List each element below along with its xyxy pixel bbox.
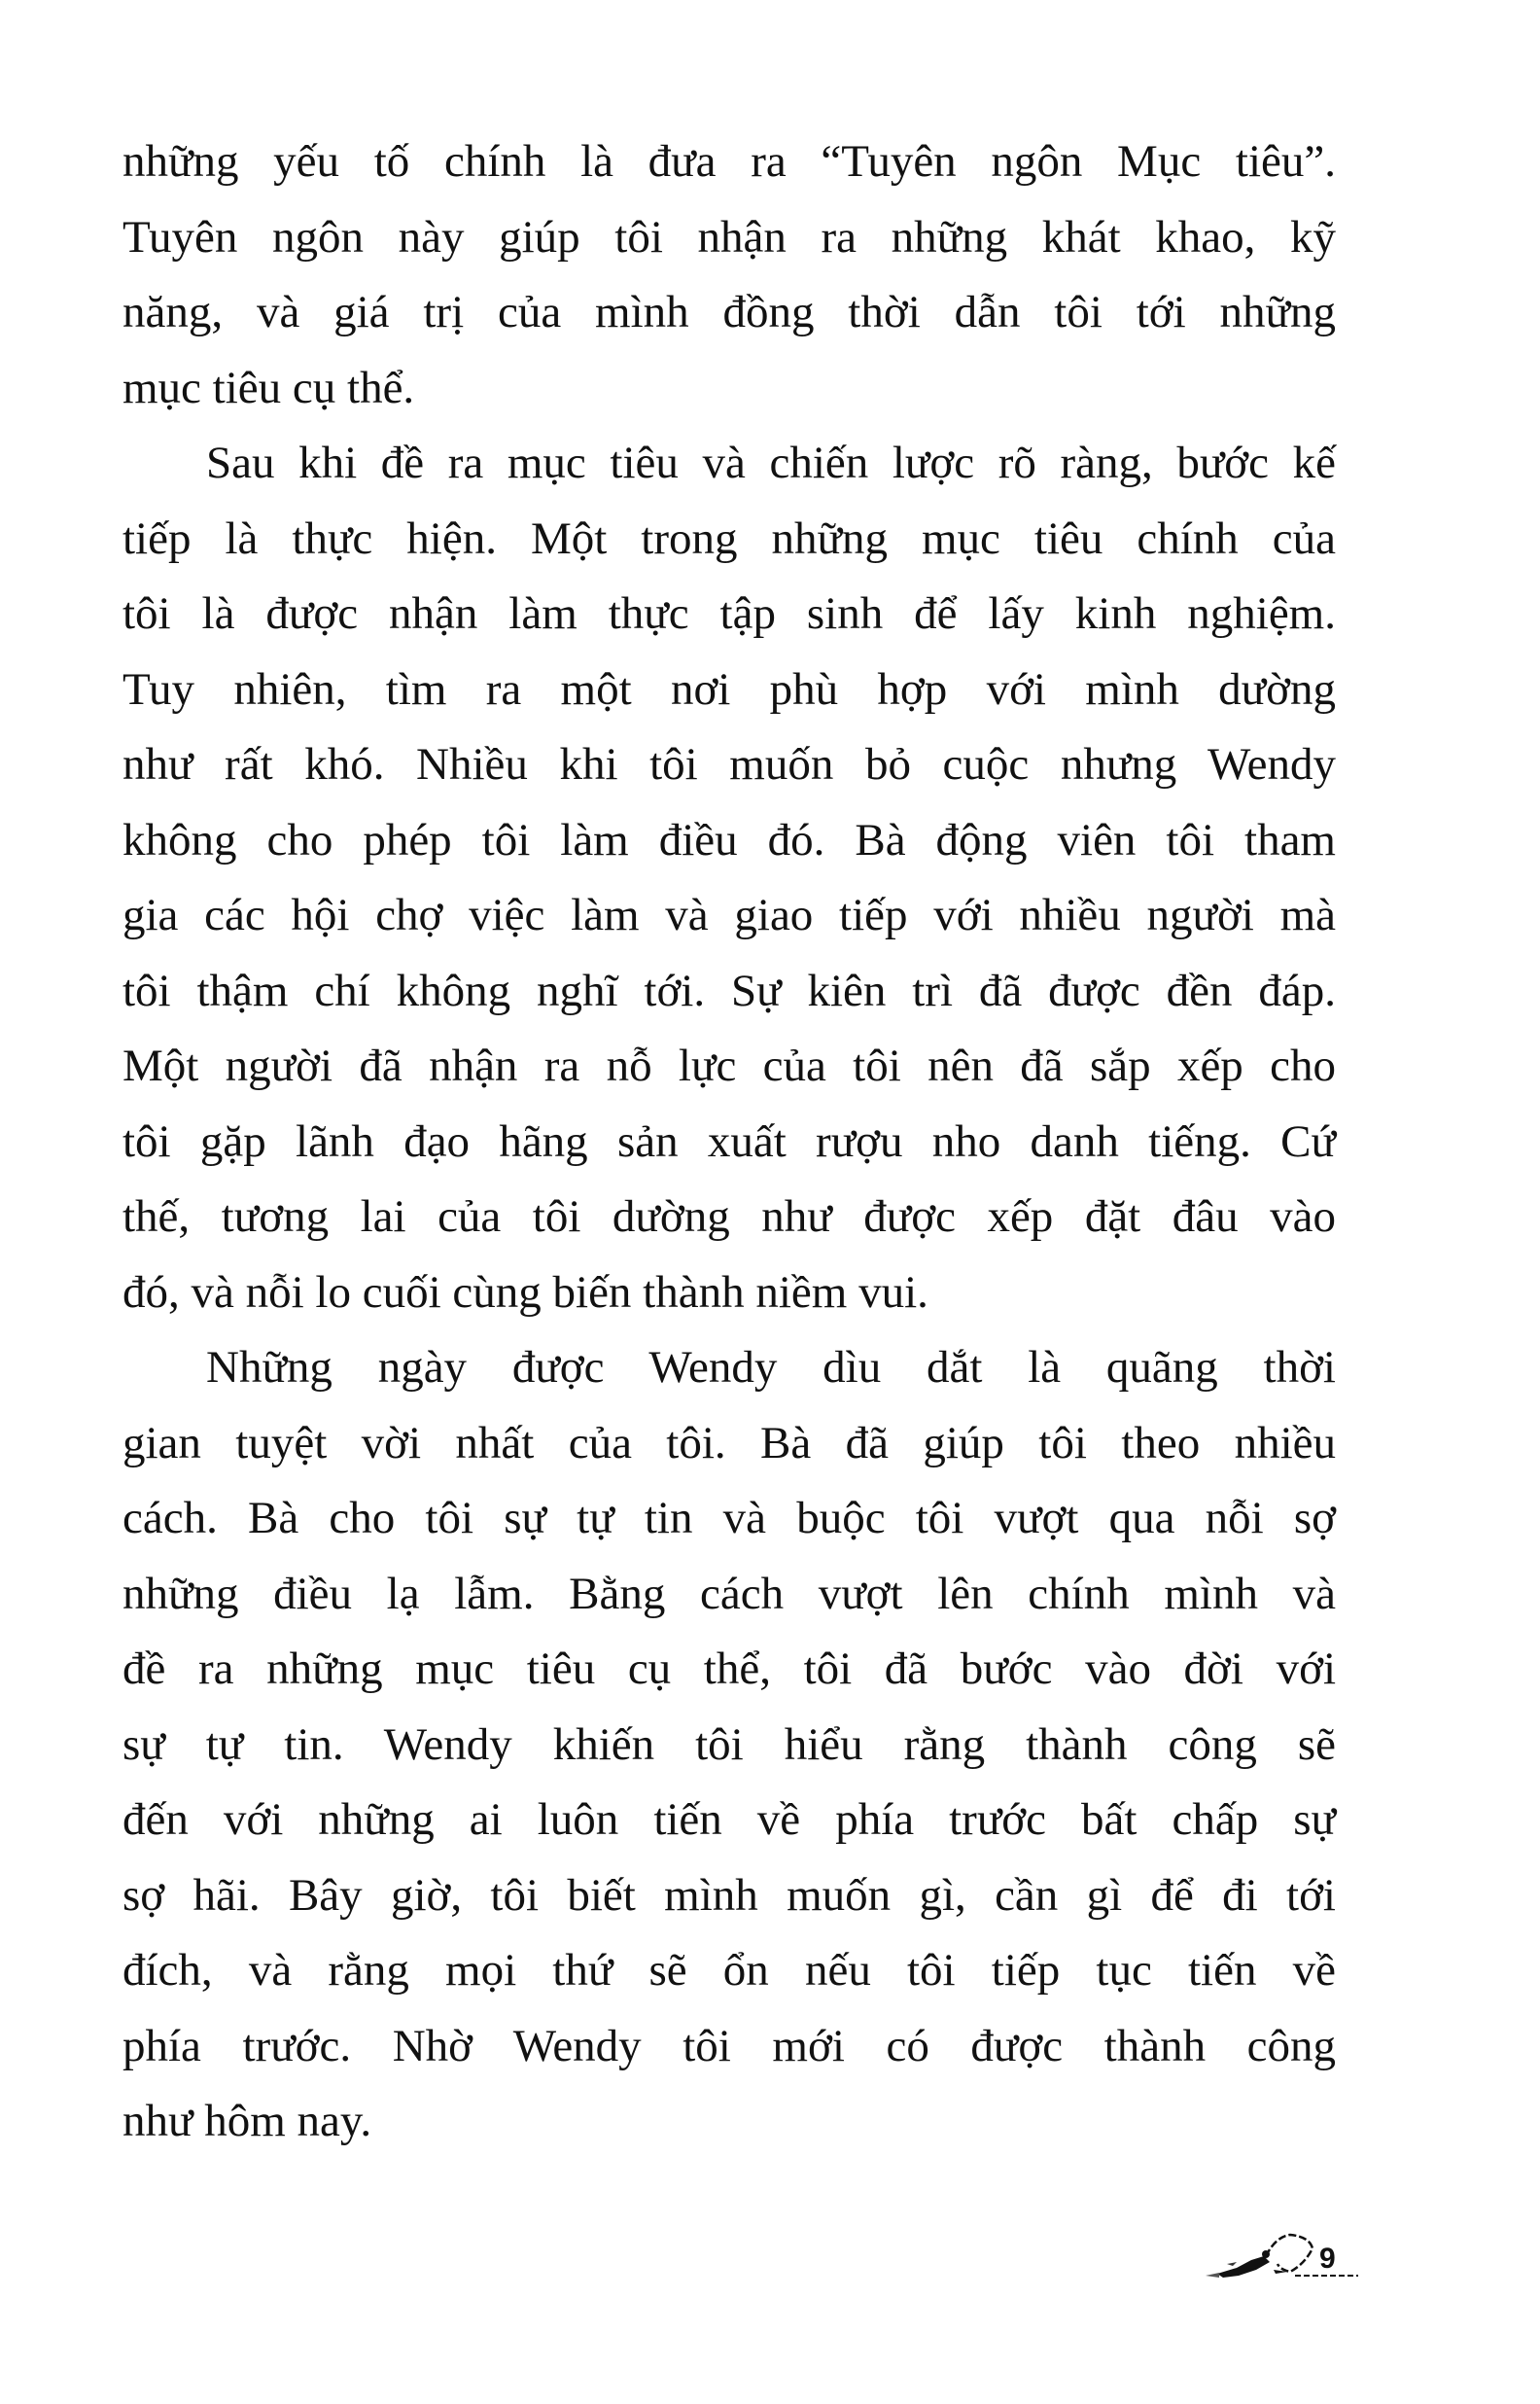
paragraph-1 <box>122 124 1336 426</box>
paragraph-2 <box>122 426 1336 1330</box>
text-line: đề ra những mục tiêu cụ thể, tôi đã bước vào đời với <box>122 1644 1336 1694</box>
text-line: những yếu tố chính là đưa ra “Tuyên ngôn Mục tiêu”. <box>122 136 1336 187</box>
text-line: cách. Bà cho tôi sự tự tin và buộc tôi vượt qua nỗi sợ <box>122 1493 1336 1543</box>
text-line: Những ngày được Wendy dìu dắt là quãng thời <box>206 1342 1336 1393</box>
text-line: tôi là được nhận làm thực tập sinh để lấy kinh nghiệm. <box>122 588 1336 639</box>
text-line: như rất khó. Nhiều khi tôi muốn bỏ cuộc nhưng Wendy <box>122 739 1336 790</box>
text-line: đích, và rằng mọi thứ sẽ ổn nếu tôi tiếp tục tiến về <box>122 1945 1336 1996</box>
text-line: thế, tương lai của tôi dường như được xếp đặt đâu vào <box>122 1191 1336 1242</box>
text-line: tôi gặp lãnh đạo hãng sản xuất rượu nho danh tiếng. Cứ <box>122 1115 1336 1167</box>
text-line: Tuy nhiên, tìm ra một nơi phù hợp với mình dường <box>122 663 1336 715</box>
text-line: những điều lạ lẫm. Bằng cách vượt lên chính mình và <box>122 1568 1336 1619</box>
book-page-body <box>122 124 1336 2160</box>
text-line: phía trước. Nhờ Wendy tôi mới có được thành công <box>122 2020 1336 2071</box>
text-line: gia các hội chợ việc làm và giao tiếp với nhiều người mà <box>122 890 1336 940</box>
diving-figure-ornament-icon <box>1198 2227 1363 2295</box>
text-line: sợ hãi. Bây giờ, tôi biết mình muốn gì, cần gì để đi tới <box>122 1869 1336 1921</box>
text-line: đó, và nỗi lo cuối cùng biến thành niềm vui. <box>122 1266 928 1318</box>
page-number: 9 <box>1319 2243 1336 2275</box>
text-line: gian tuyệt vời nhất của tôi. Bà đã giúp tôi theo nhiều <box>122 1417 1336 1468</box>
text-line: tôi thậm chí không nghĩ tới. Sự kiên trì đã được đền đáp. <box>122 965 1336 1016</box>
paragraph-3 <box>122 1330 1336 2160</box>
text-line: không cho phép tôi làm điều đó. Bà động viên tôi tham <box>122 814 1336 866</box>
text-line: mục tiêu cụ thể. <box>122 362 415 413</box>
text-line: như hôm nay. <box>122 2096 372 2146</box>
text-line: đến với những ai luôn tiến về phía trước bất chấp sự <box>122 1794 1336 1845</box>
text-line: Một người đã nhận ra nỗ lực của tôi nên đã sắp xếp cho <box>122 1041 1336 1091</box>
text-line: sự tự tin. Wendy khiến tôi hiểu rằng thành công sẽ <box>122 1718 1336 1770</box>
text-line: Sau khi đề ra mục tiêu và chiến lược rõ ràng, bước kế <box>206 438 1336 488</box>
text-line: năng, và giá trị của mình đồng thời dẫn tôi tới những <box>122 287 1336 337</box>
text-line: tiếp là thực hiện. Một trong những mục tiêu chính của <box>122 513 1336 564</box>
text-line: Tuyên ngôn này giúp tôi nhận ra những khát khao, kỹ <box>122 211 1336 263</box>
